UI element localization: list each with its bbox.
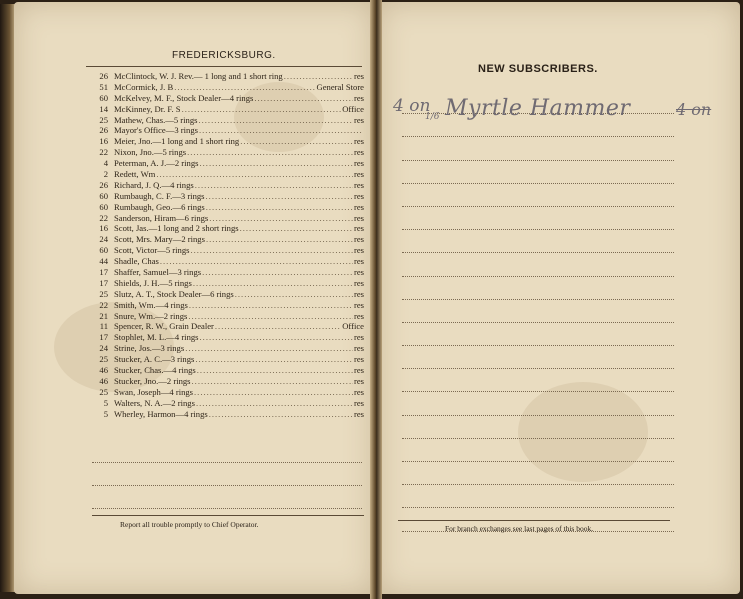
entry-subscriber-name: Scott, Victor—5 rings <box>114 245 190 256</box>
entry-leader-dots <box>192 376 353 387</box>
entry-leader-dots <box>174 82 315 93</box>
entry-subscriber-name: McKinney, Dr. F. S <box>114 103 181 114</box>
entry-line-number: 11 <box>99 321 108 332</box>
directory-entry <box>86 180 364 191</box>
entry-leader-dots <box>156 169 353 180</box>
directory-entry <box>86 300 364 311</box>
entry-leader-dots <box>202 267 353 278</box>
new-subscriber-lines <box>402 91 674 532</box>
entry-line-number: 5 <box>103 397 108 408</box>
entry-type: res <box>353 201 364 212</box>
entry-type: res <box>353 386 364 397</box>
entry-type: General Store <box>316 81 364 92</box>
entry-leader-dots <box>194 387 353 398</box>
entry-type: res <box>353 277 364 288</box>
entry-type: res <box>353 169 364 180</box>
entry-type: res <box>353 332 364 343</box>
entry-leader-dots <box>199 125 363 136</box>
entry-subscriber-name: Shaffer, Samuel—3 rings <box>114 267 202 278</box>
entry-type: res <box>353 147 364 158</box>
entry-line-number: 14 <box>99 103 108 114</box>
entry-line-number: 60 <box>99 190 108 201</box>
entry-type: res <box>353 343 364 354</box>
new-subscriber-line <box>402 346 674 369</box>
entry-line-number: 26 <box>99 179 108 190</box>
entry-type: res <box>353 190 364 201</box>
handwritten-name: Myrtle Hammer <box>445 96 631 121</box>
entry-type: res <box>353 234 364 245</box>
entry-type: res <box>353 256 364 267</box>
directory-entry <box>86 147 364 158</box>
entry-leader-dots <box>240 136 353 147</box>
entry-subscriber-name: Scott, Jas.—1 long and 2 short rings <box>114 223 239 234</box>
entry-leader-dots <box>196 398 353 409</box>
entry-subscriber-name: Mayor's Office—3 rings <box>114 125 198 136</box>
entry-subscriber-name: Redett, Wm <box>114 169 156 180</box>
entry-type: res <box>353 71 364 81</box>
directory-entry <box>86 136 364 147</box>
entry-leader-dots <box>187 147 353 158</box>
entry-line-number: 60 <box>99 92 108 103</box>
page-footer-note: Report all trouble promptly to Chief Operator. <box>120 520 259 529</box>
entry-line-number: 16 <box>99 223 108 234</box>
entry-subscriber-name: McKelvey, M. F., Stock Dealer—4 rings <box>114 92 254 103</box>
entry-line-number: 17 <box>99 267 108 278</box>
entry-leader-dots <box>188 311 353 322</box>
entry-subscriber-name: Stucker, A. C.—3 rings <box>114 354 195 365</box>
entry-leader-dots <box>190 245 352 256</box>
entry-line-number: 26 <box>99 125 108 136</box>
entry-subscriber-name: Walters, N. A.—2 rings <box>114 397 195 408</box>
entry-line-number: 60 <box>99 245 108 256</box>
entry-leader-dots <box>200 158 353 169</box>
entry-subscriber-name: Mathew, Chas.—5 rings <box>114 114 198 125</box>
entry-subscriber-name: Strine, Jos.—3 rings <box>114 343 185 354</box>
entry-type: res <box>353 375 364 386</box>
directory-entry <box>86 387 364 398</box>
entry-leader-dots <box>197 365 353 376</box>
entry-leader-dots <box>185 343 353 354</box>
blank-entry-line <box>92 440 362 463</box>
entry-leader-dots <box>200 332 353 343</box>
directory-entry <box>86 343 364 354</box>
directory-entry <box>86 223 364 234</box>
entry-subscriber-name: Peterman, A. J.—2 rings <box>114 158 199 169</box>
entry-type: res <box>353 136 364 147</box>
entry-line-number: 24 <box>99 234 108 245</box>
entry-type: Office <box>342 103 364 114</box>
directory-entry <box>86 169 364 180</box>
entry-line-number: 2 <box>103 169 108 180</box>
entry-leader-dots <box>240 223 353 234</box>
entry-leader-dots <box>198 115 353 126</box>
entry-type: res <box>353 114 364 125</box>
entry-line-number: 21 <box>99 310 108 321</box>
book-gutter <box>370 0 382 599</box>
new-subscriber-line <box>402 277 674 300</box>
directory-entry <box>86 234 364 245</box>
directory-entry <box>86 376 364 387</box>
entry-type: res <box>353 408 364 419</box>
directory-entry <box>86 93 364 104</box>
entry-line-number: 22 <box>99 212 108 223</box>
entry-subscriber-name: Swan, Joseph—4 rings <box>114 386 194 397</box>
blank-entry-lines <box>92 440 362 509</box>
entry-leader-dots <box>206 191 353 202</box>
entry-subscriber-name: Nixon, Jno.—5 rings <box>114 147 187 158</box>
new-subscriber-line <box>402 230 674 253</box>
directory-entry <box>86 409 364 420</box>
directory-entry <box>86 71 364 82</box>
new-subscriber-line <box>402 392 674 415</box>
entry-leader-dots <box>160 256 353 267</box>
entry-line-number: 25 <box>99 386 108 397</box>
entry-subscriber-name: McCormick, J. B <box>114 81 174 92</box>
entry-type: res <box>353 397 364 408</box>
subscriber-directory <box>86 71 364 420</box>
entry-subscriber-name: Scott, Mrs. Mary—2 rings <box>114 234 205 245</box>
new-subscriber-line <box>402 207 674 230</box>
entry-leader-dots <box>182 104 342 115</box>
new-subscriber-line <box>402 161 674 184</box>
entry-line-number: 16 <box>99 136 108 147</box>
new-subscriber-line <box>402 300 674 323</box>
page-heading-new-subscribers: NEW SUBSCRIBERS. <box>478 63 598 75</box>
entry-type: Office <box>342 321 364 332</box>
entry-line-number: 25 <box>99 354 108 365</box>
entry-leader-dots <box>254 93 353 104</box>
directory-entry <box>86 332 364 343</box>
directory-entry <box>86 115 364 126</box>
entry-leader-dots <box>215 321 341 332</box>
new-subscriber-line <box>402 439 674 462</box>
entry-leader-dots <box>195 354 353 365</box>
directory-entry <box>86 267 364 278</box>
page-footer-note: For branch exchanges see last pages of this book. <box>445 524 594 533</box>
entry-type: res <box>353 288 364 299</box>
directory-entry <box>86 125 364 136</box>
entry-subscriber-name: Sanderson, Hiram—6 rings <box>114 212 209 223</box>
new-subscriber-line <box>402 184 674 207</box>
entry-type: res <box>353 179 364 190</box>
new-subscriber-line <box>402 369 674 392</box>
entry-type: res <box>353 92 364 103</box>
entry-leader-dots <box>235 289 353 300</box>
entry-line-number: 26 <box>99 71 108 81</box>
entry-line-number: 46 <box>99 365 108 376</box>
entry-line-number: 17 <box>99 332 108 343</box>
entry-type: res <box>353 354 364 365</box>
entry-line-number: 22 <box>99 299 108 310</box>
entry-subscriber-name: Rumbaugh, Geo.—6 rings <box>114 201 205 212</box>
blank-entry-line <box>92 486 362 509</box>
entry-line-number: 25 <box>99 288 108 299</box>
directory-entry <box>86 311 364 322</box>
directory-entry <box>86 158 364 169</box>
entry-line-number: 17 <box>99 277 108 288</box>
entry-subscriber-name: Meier, Jno.—1 long and 1 short ring <box>114 136 240 147</box>
directory-entry <box>86 289 364 300</box>
footer-rule <box>92 515 364 516</box>
entry-line-number: 51 <box>99 81 108 92</box>
page-heading-fredericksburg: FREDERICKSBURG. <box>172 50 276 61</box>
new-subscriber-line <box>402 323 674 346</box>
directory-entry <box>86 104 364 115</box>
directory-entry <box>86 354 364 365</box>
entry-line-number: 24 <box>99 343 108 354</box>
new-subscriber-line <box>402 137 674 160</box>
entry-leader-dots <box>195 180 353 191</box>
entry-leader-dots <box>189 300 353 311</box>
entry-subscriber-name: Smith, Wm.—4 rings <box>114 299 188 310</box>
directory-entry <box>86 213 364 224</box>
blank-entry-line <box>92 463 362 486</box>
entry-subscriber-name: Shields, J. H.—5 rings <box>114 277 192 288</box>
entry-leader-dots <box>209 409 353 420</box>
entry-line-number: 4 <box>103 158 108 169</box>
entry-line-number: 60 <box>99 201 108 212</box>
entry-subscriber-name: Slutz, A. T., Stock Dealer—6 rings <box>114 288 234 299</box>
directory-entry <box>86 202 364 213</box>
entry-line-number: 22 <box>99 147 108 158</box>
entry-type: res <box>353 310 364 321</box>
heading-rule <box>86 66 362 67</box>
directory-entry <box>86 191 364 202</box>
directory-entry <box>86 82 364 93</box>
entry-leader-dots <box>193 278 353 289</box>
entry-subscriber-name: Shadle, Chas <box>114 256 159 267</box>
entry-type: res <box>353 267 364 278</box>
entry-leader-dots <box>206 202 353 213</box>
footer-rule <box>398 520 670 521</box>
new-subscriber-line <box>402 485 674 508</box>
entry-subscriber-name: Richard, J. Q.—4 rings <box>114 179 194 190</box>
handwritten-entry <box>393 94 733 134</box>
entry-subscriber-name: Rumbaugh, C. F.—3 rings <box>114 190 205 201</box>
handwritten-struck-text: 4 on <box>676 100 712 119</box>
entry-line-number: 5 <box>103 408 108 419</box>
entry-line-number: 25 <box>99 114 108 125</box>
entry-line-number: 44 <box>99 256 108 267</box>
directory-entry <box>86 256 364 267</box>
entry-line-number: 46 <box>99 375 108 386</box>
entry-type: res <box>353 299 364 310</box>
entry-subscriber-name: McClintock, W. J. Rev.— 1 long and 1 short ring <box>114 71 283 81</box>
entry-type: res <box>353 212 364 223</box>
entry-subscriber-name: Wherley, Harmon—4 rings <box>114 408 208 419</box>
new-subscriber-line <box>402 462 674 485</box>
new-subscriber-line <box>402 416 674 439</box>
handwritten-prefix: 4 on <box>393 96 431 116</box>
entry-leader-dots <box>209 213 353 224</box>
new-subscriber-line <box>402 253 674 276</box>
entry-subscriber-name: Stucker, Chas.—4 rings <box>114 365 196 376</box>
directory-entry <box>86 278 364 289</box>
entry-subscriber-name: Snure, Wm.—2 rings <box>114 310 188 321</box>
handwritten-fraction: 1/6 <box>425 112 440 122</box>
entry-type: res <box>353 158 364 169</box>
directory-entry <box>86 245 364 256</box>
entry-subscriber-name: Stucker, Jno.—2 rings <box>114 375 191 386</box>
entry-type: res <box>353 245 364 256</box>
entry-type: res <box>353 223 364 234</box>
entry-leader-dots <box>284 71 353 82</box>
directory-entry <box>86 321 364 332</box>
directory-entry <box>86 365 364 376</box>
entry-type: res <box>353 365 364 376</box>
entry-subscriber-name: Stophlet, M. L.—4 rings <box>114 332 199 343</box>
directory-entry <box>86 398 364 409</box>
entry-leader-dots <box>206 234 353 245</box>
entry-subscriber-name: Spencer, R. W., Grain Dealer <box>114 321 214 332</box>
